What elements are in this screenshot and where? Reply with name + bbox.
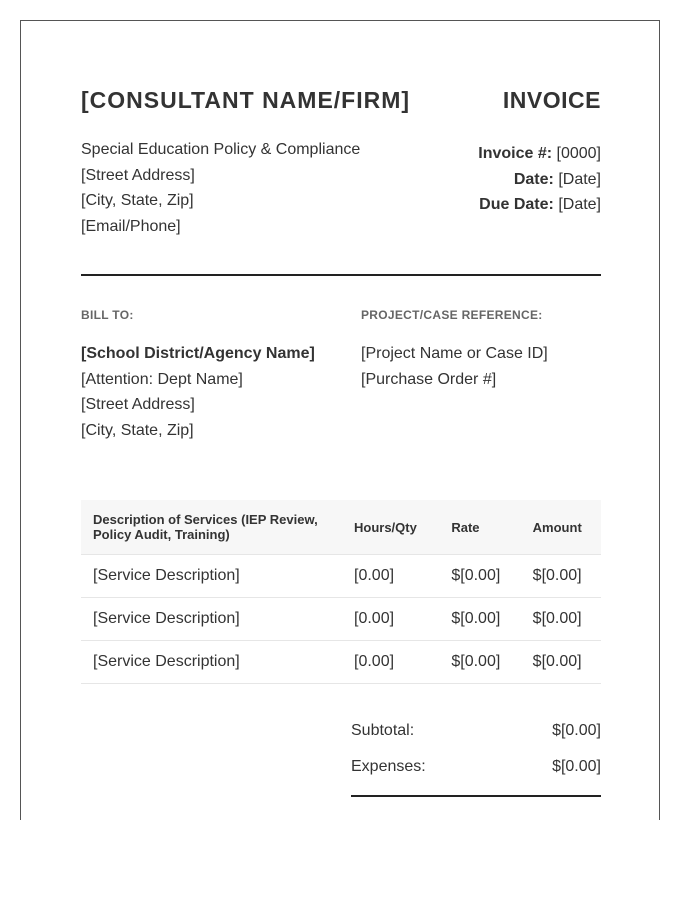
row-description: [Service Description] (81, 555, 342, 598)
bill-to-block (81, 341, 315, 444)
table-row (81, 555, 601, 598)
bill-to-name: [School District/Agency Name] (81, 345, 315, 362)
project-name: [Project Name or Case ID] (361, 345, 548, 362)
header-amount: Amount (521, 500, 601, 555)
table-row (81, 598, 601, 641)
firm-tagline: Special Education Policy & Compliance (81, 141, 361, 158)
header-hours: Hours/Qty (342, 500, 439, 555)
services-table (81, 500, 601, 684)
invoice-number-label: Invoice #: (478, 145, 553, 162)
header-divider (81, 274, 601, 276)
invoice-title: INVOICE (502, 87, 601, 113)
purchase-order: [Purchase Order #] (361, 370, 497, 388)
expenses-value: $[0.00] (552, 758, 601, 775)
project-reference-block (361, 341, 548, 392)
project-reference-label: PROJECT/CASE REFERENCE: (361, 308, 543, 322)
firm-city: [City, State, Zip] (81, 192, 194, 210)
due-date-value: [Date] (558, 196, 601, 213)
row-hours: [0.00] (342, 641, 439, 684)
row-amount: $[0.00] (521, 555, 601, 598)
firm-street: [Street Address] (81, 166, 195, 184)
firm-info (81, 137, 360, 240)
header-description: Description of Services (IEP Review, Policy Audit, Training) (81, 500, 342, 555)
invoice-header (81, 87, 601, 117)
row-rate: $[0.00] (439, 555, 520, 598)
subtotal-value: $[0.00] (552, 722, 601, 739)
row-rate: $[0.00] (439, 598, 520, 641)
header-rate: Rate (439, 500, 520, 555)
row-description: [Service Description] (81, 641, 342, 684)
bill-to-attention: [Attention: Dept Name] (81, 370, 243, 388)
invoice-date-label: Date: (513, 170, 554, 188)
row-hours: [0.00] (342, 598, 439, 641)
firm-name: [CONSULTANT NAME/FIRM] (81, 87, 411, 113)
expenses-label: Expenses: (351, 758, 426, 775)
row-amount: $[0.00] (521, 641, 601, 684)
due-date-line (478, 192, 601, 218)
firm-contact: [Email/Phone] (81, 218, 181, 236)
bill-to-city: [City, State, Zip] (81, 422, 194, 440)
subtotal-label: Subtotal: (351, 722, 415, 739)
invoice-page (20, 20, 660, 820)
invoice-date-value: [Date] (558, 170, 601, 188)
row-description: [Service Description] (81, 598, 342, 641)
row-rate: $[0.00] (439, 641, 520, 684)
invoice-number-line (478, 141, 601, 167)
bill-to-label: BILL TO: (81, 308, 134, 322)
invoice-number-value: [0000] (556, 145, 601, 162)
totals-divider (351, 795, 601, 797)
row-amount: $[0.00] (521, 598, 601, 641)
table-header-row (81, 500, 601, 555)
due-date-label: Due Date: (479, 196, 554, 213)
invoice-date-line (478, 167, 601, 193)
bill-to-street: [Street Address] (81, 396, 195, 414)
table-row (81, 641, 601, 684)
row-hours: [0.00] (342, 555, 439, 598)
invoice-meta (478, 141, 601, 218)
